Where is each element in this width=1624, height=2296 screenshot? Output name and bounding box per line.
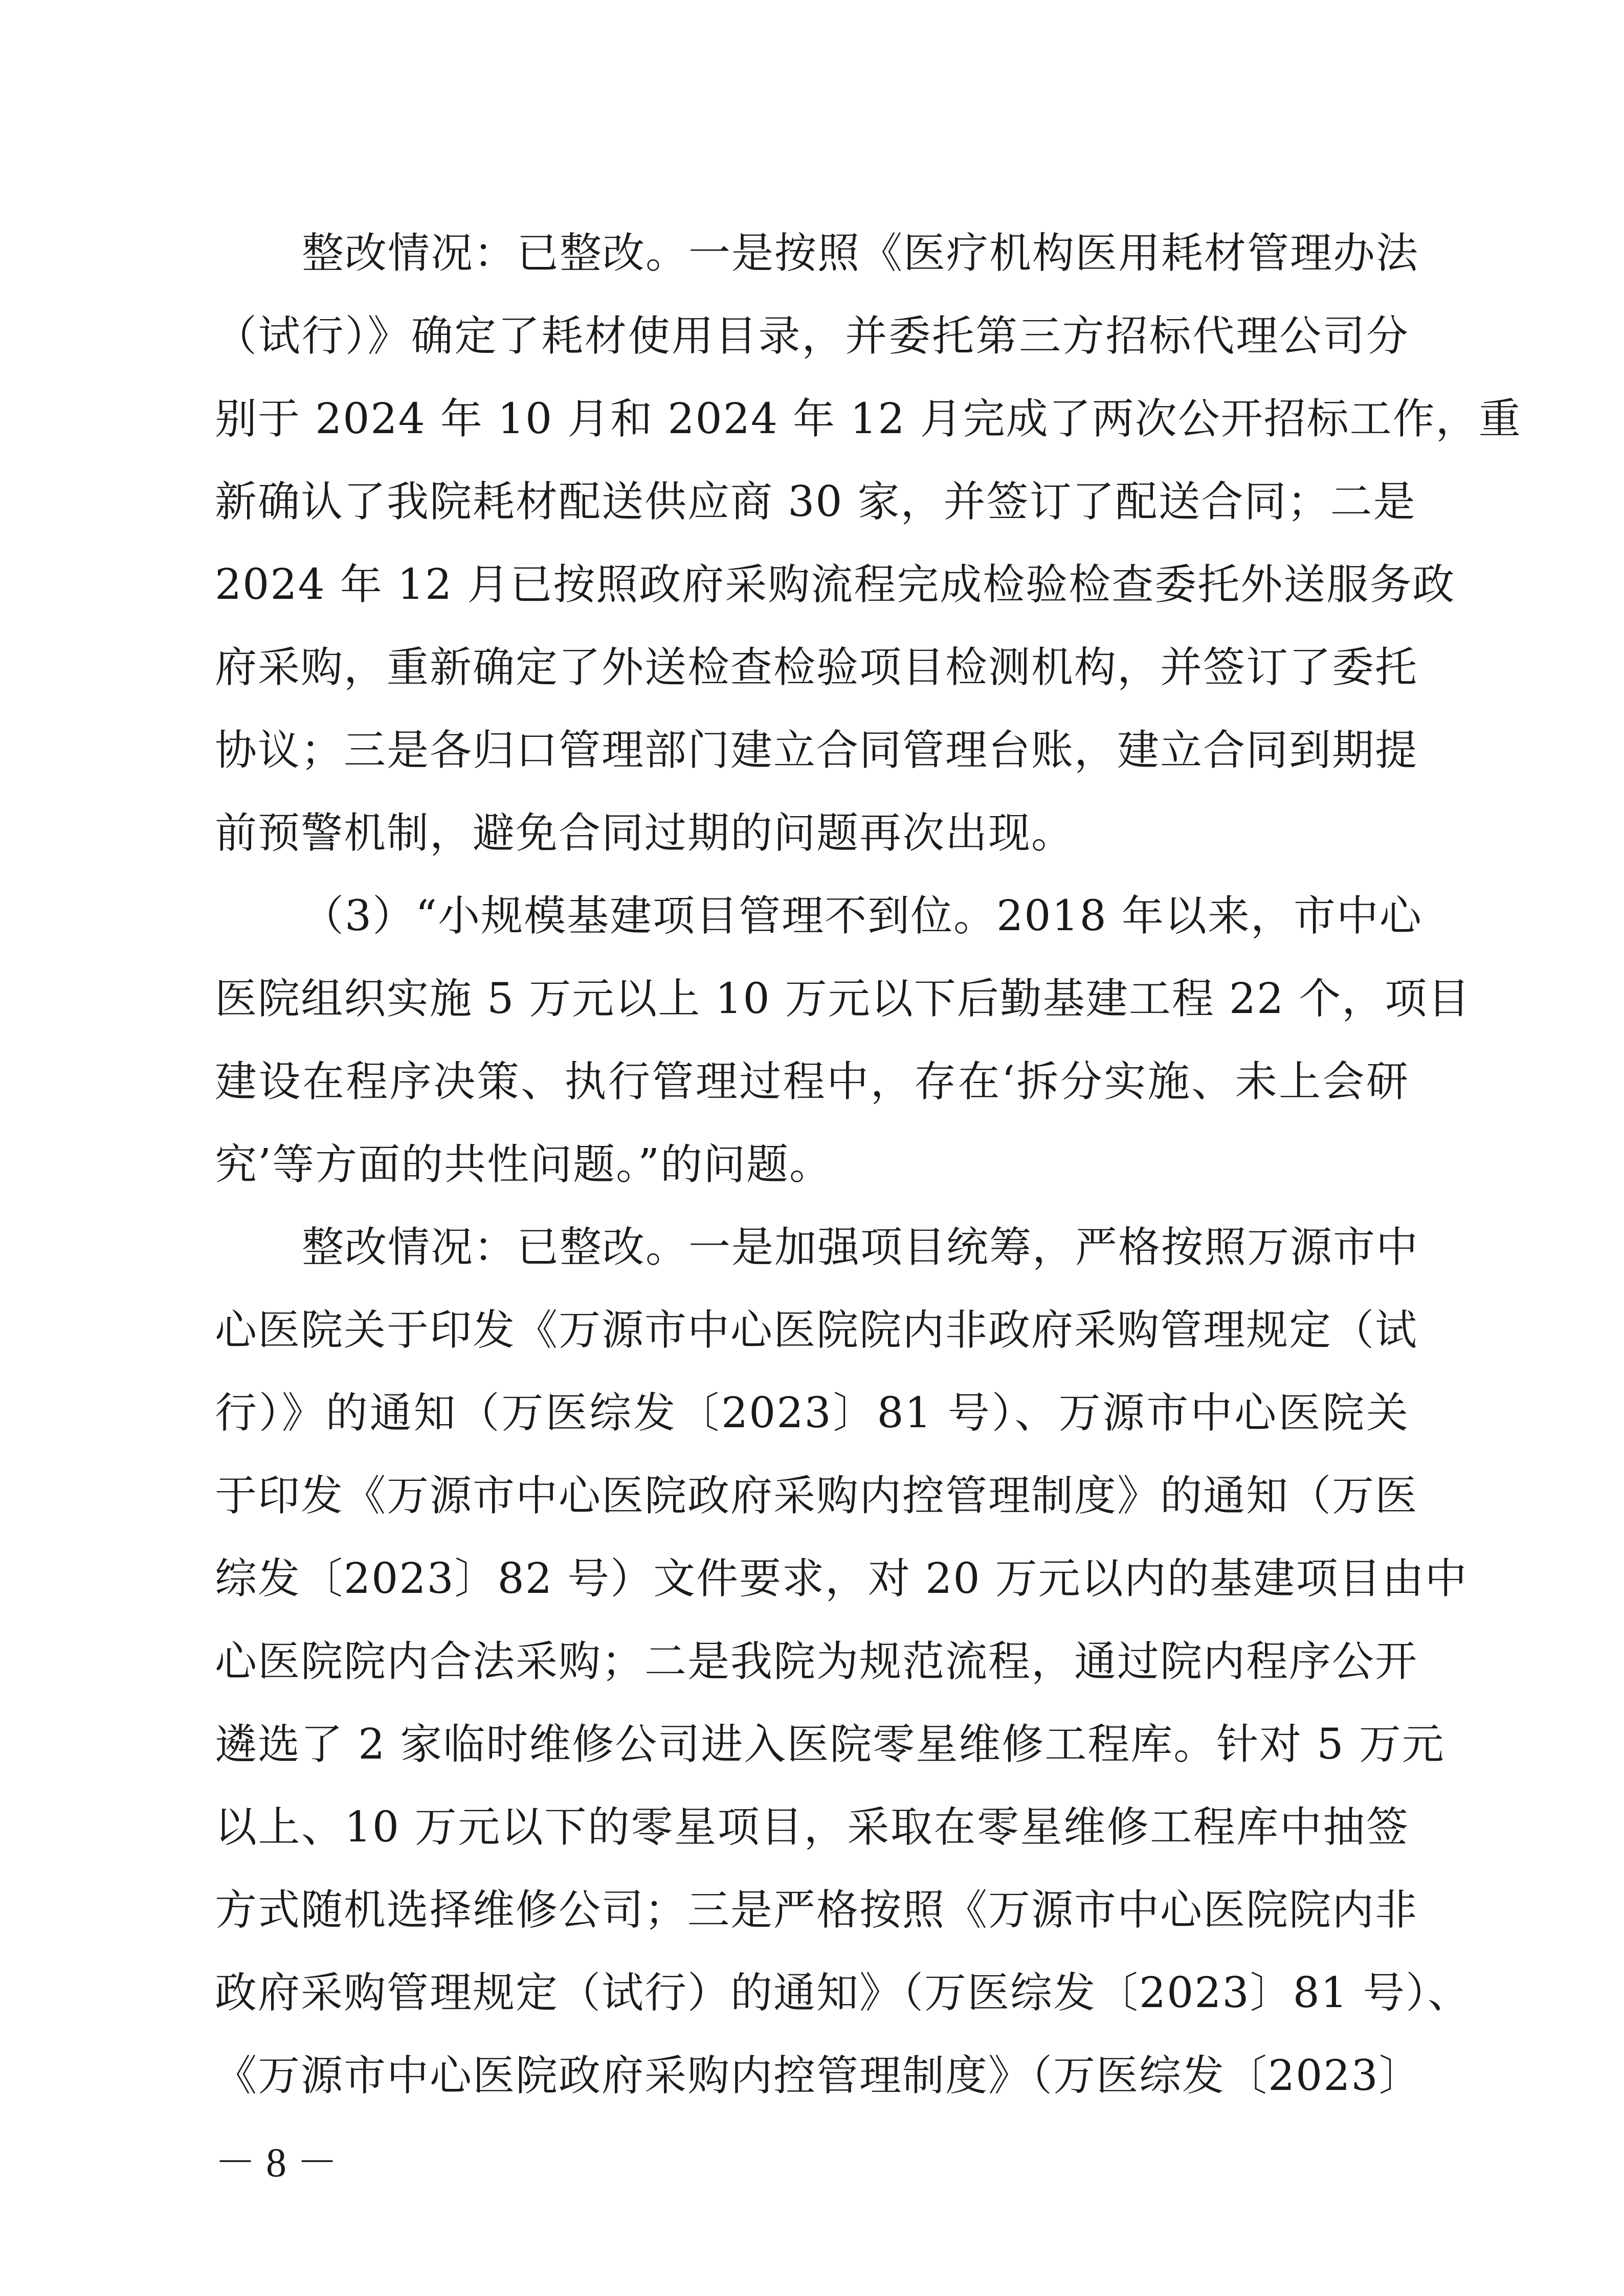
- paragraph-issue-3: [215, 875, 1471, 1206]
- text-line: 政府采购管理规定（试行）的通知》（万医综发〔2023〕81 号）、: [215, 1969, 1471, 2017]
- text-line: 方式随机选择维修公司；三是严格按照《万源市中心医院院内非: [215, 1886, 1418, 1934]
- document-body: [215, 212, 1522, 2118]
- text-line: 前预警机制，避免合同过期的问题再次出现。: [215, 809, 1075, 858]
- text-line: 以上、10 万元以下的零星项目，采取在零星维修工程库中抽签: [215, 1803, 1409, 1852]
- page-number: － 8 －: [215, 2141, 338, 2186]
- text-line: 协议；三是各归口管理部门建立合同管理台账，建立合同到期提: [215, 726, 1418, 775]
- paragraph-rectification-2: [215, 1206, 1471, 2118]
- text-line: 行）》的通知（万医综发〔2023〕81 号）、万源市中心医院关: [215, 1389, 1409, 1437]
- text-line: 2024 年 12 月已按照政府采购流程完成检验检查委托外送服务政: [215, 560, 1456, 609]
- text-line: 心医院院内合法采购；二是我院为规范流程，通过院内程序公开: [215, 1637, 1418, 1686]
- text-line: 遴选了 2 家临时维修公司进入医院零星维修工程库。针对 5 万元: [215, 1720, 1445, 1769]
- text-line: 新确认了我院耗材配送供应商 30 家，并签订了配送合同；二是: [215, 478, 1416, 526]
- text-line: 别于 2024 年 10 月和 2024 年 12 月完成了两次公开招标工作，重: [215, 395, 1522, 443]
- text-line: 于印发《万源市中心医院政府采购内控管理制度》的通知（万医: [215, 1472, 1418, 1520]
- text-line: 究’等方面的共性问题。”的问题。: [215, 1140, 832, 1189]
- text-line: 医院组织实施 5 万元以上 10 万元以下后勤基建工程 22 个，项目: [215, 975, 1471, 1023]
- text-line: 府采购，重新确定了外送检查检验项目检测机构，并签订了委托: [215, 643, 1418, 692]
- text-line: 综发〔2023〕82 号）文件要求，对 20 万元以内的基建项目由中: [215, 1555, 1468, 1603]
- text-line: 《万源市中心医院政府采购内控管理制度》（万医综发〔2023〕: [215, 2052, 1422, 2100]
- text-line: 心医院关于印发《万源市中心医院院内非政府采购管理规定（试: [215, 1306, 1418, 1355]
- text-line: （试行）》确定了耗材使用目录，并委托第三方招标代理公司分: [215, 312, 1409, 361]
- text-line: 建设在程序决策、执行管理过程中，存在‘拆分实施、未上会研: [215, 1057, 1409, 1106]
- text-line: （3）“小规模基建项目管理不到位。2018 年以来，市中心: [302, 892, 1422, 940]
- paragraph-rectification-1: [215, 212, 1522, 875]
- text-line: 整改情况：已整改。一是加强项目统筹，严格按照万源市中: [302, 1223, 1419, 1272]
- text-line: 整改情况：已整改。一是按照《医疗机构医用耗材管理办法: [302, 229, 1419, 278]
